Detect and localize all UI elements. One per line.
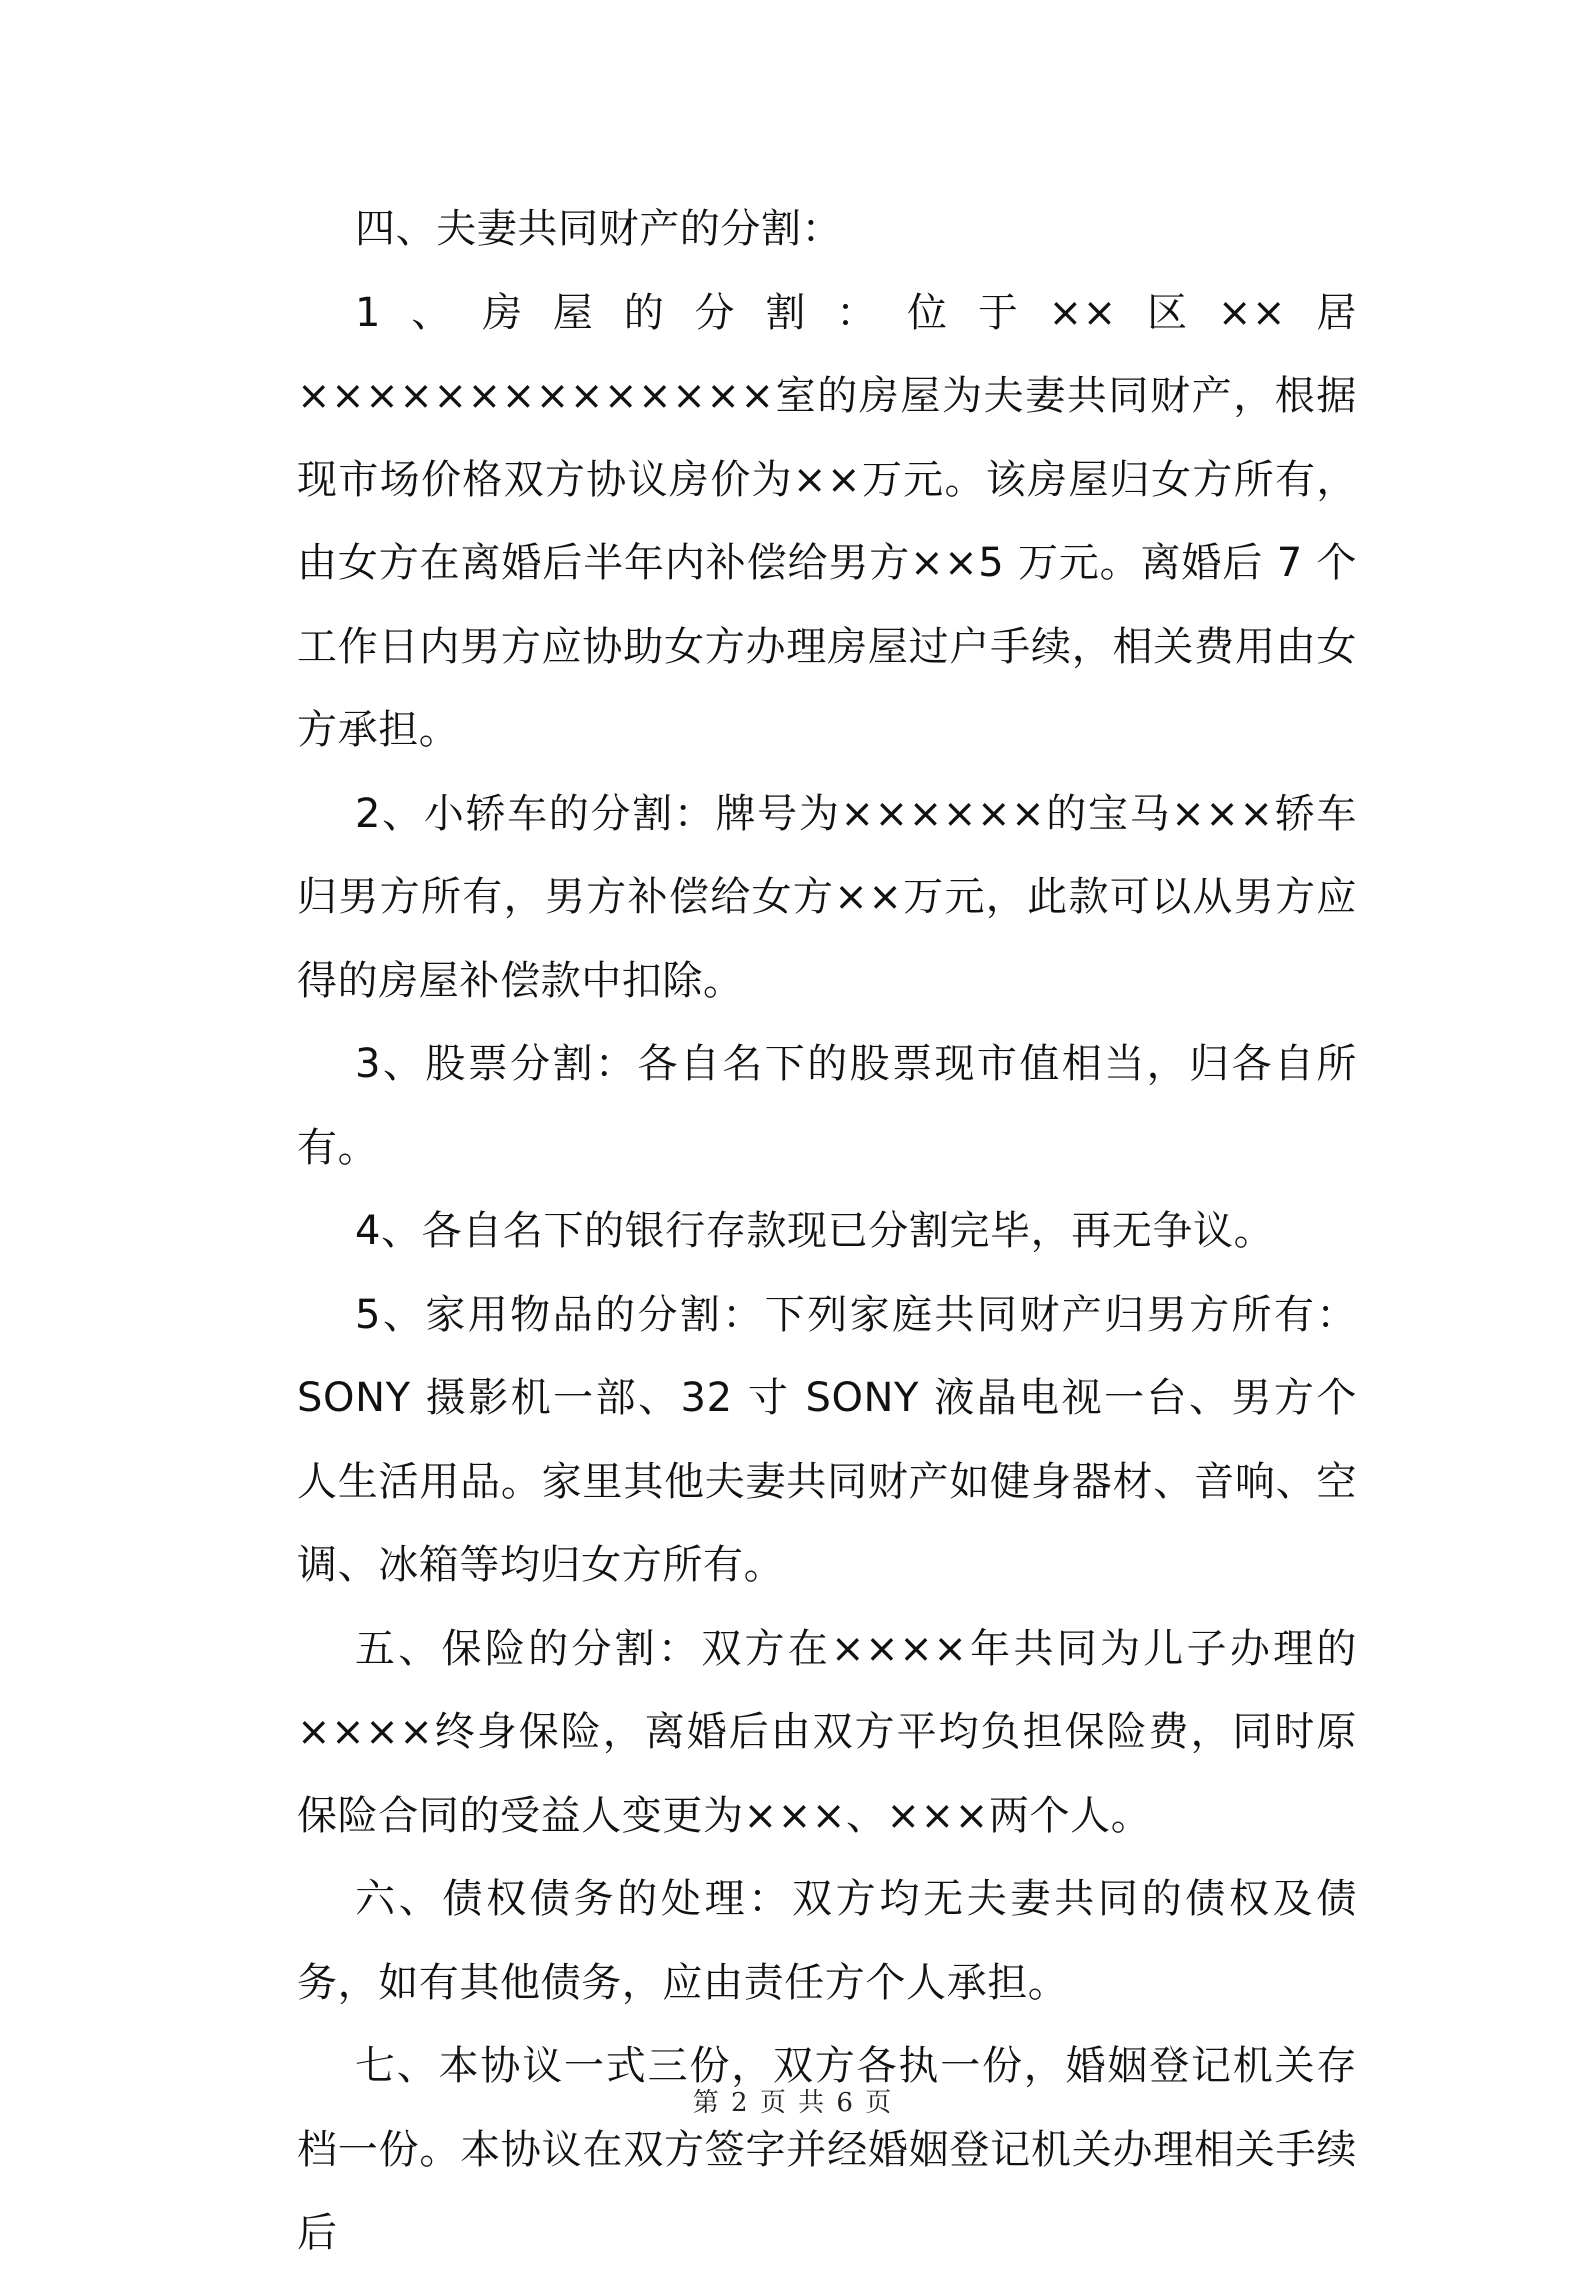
paragraph-house-division: 1、房屋的分割：位于××区××居××××××××××××××室的房屋为夫妻共同财产，根据现市场价格双方协议房价为××万元。该房屋归女方所有，由女方在离婚后半年内补偿给男方××5 万元。离婚后 7 个工作日内男方应协助女方办理房屋过户手续，相关费用由女方承担。 — [297, 289, 1357, 753]
paragraph-bank-deposits: 4、各自名下的银行存款现已分割完毕，再无争议。 — [355, 1208, 1275, 1254]
paragraph-car-division: 2、小轿车的分割：牌号为××××××的宝马×××轿车归男方所有，男方补偿给女方××万元，此款可以从男方应得的房屋补偿款中扣除。 — [297, 790, 1357, 1004]
paragraph-copies: 七、本协议一式三份，双方各执一份，婚姻登记机关存档一份。本协议在双方签字并经婚姻登记机关办理相关手续后 — [297, 2043, 1357, 2256]
page-number-footer: 第 2 页 共 6 页 — [692, 2088, 894, 2118]
paragraph-household-items: 5、家用物品的分割：下列家庭共同财产归男方所有：SONY 摄影机一部、32 寸 SONY 液晶电视一台、男方个人生活用品。家里其他夫妻共同财产如健身器材、音响、空调、冰箱等均归女方所有。 — [297, 1291, 1357, 1588]
paragraph-debts: 六、债权债务的处理：双方均无夫妻共同的债权及债务，如有其他债务，应由责任方个人承担。 — [297, 1876, 1357, 2006]
paragraph-insurance-division: 五、保险的分割：双方在××××年共同为儿子办理的××××终身保险，离婚后由双方平均负担保险费，同时原保险合同的受益人变更为×××、×××两个人。 — [297, 1625, 1357, 1839]
document-body — [297, 188, 1357, 2276]
section-heading-property-division: 四、夫妻共同财产的分割： — [355, 206, 843, 252]
paragraph-stock-division: 3、股票分割：各自名下的股票现市值相当，归各自所有。 — [297, 1041, 1357, 1171]
